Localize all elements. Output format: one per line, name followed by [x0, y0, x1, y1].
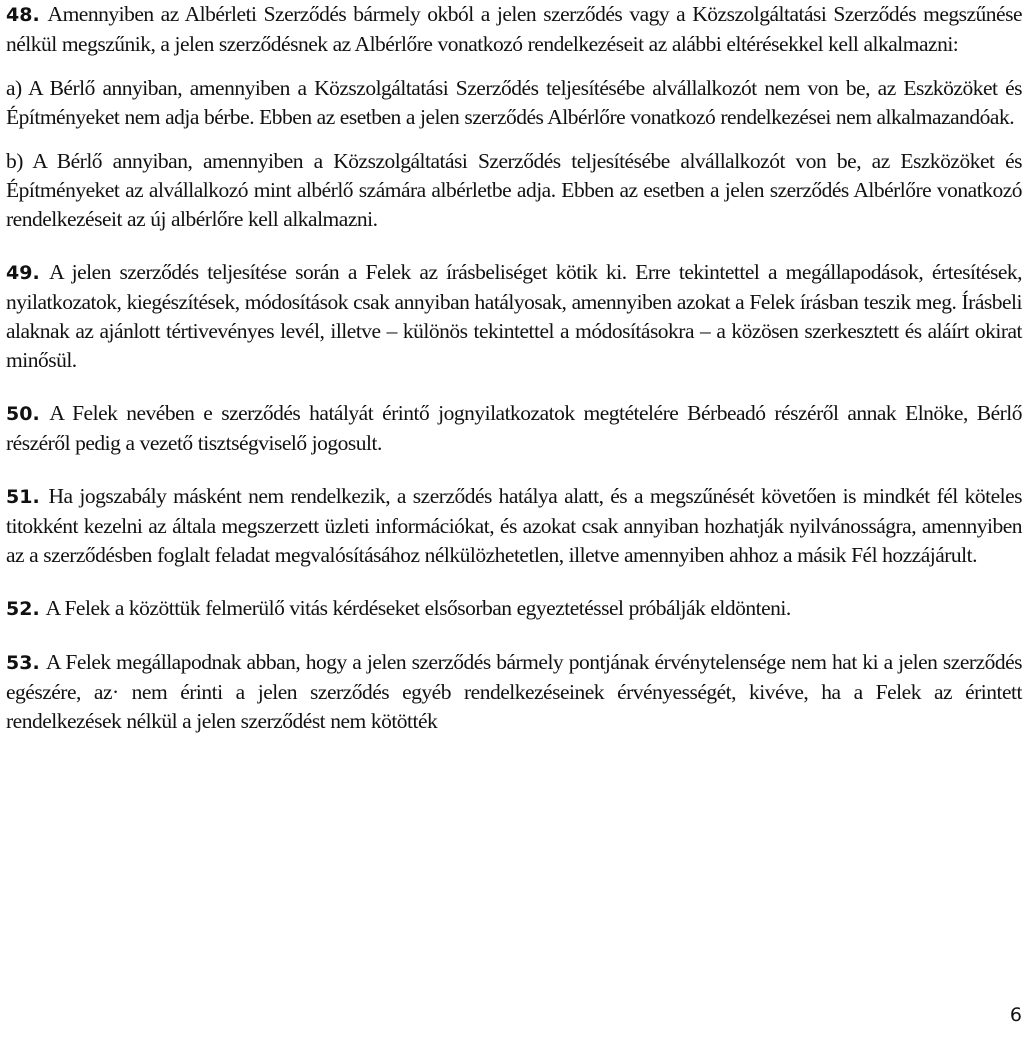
paragraph-text: A Felek nevében e szerződés hatályát érintő jognyilatkozatok megtételére Bérbeadó részéről annak Elnöke, Bérlő részéről pedig a vezető tisztségviselő jogosult.	[6, 401, 1022, 455]
paragraph-text: Amennyiben az Albérleti Szerződés bármely okból a jelen szerződés vagy a Közszolgáltatási Szerződés megszűnése nélkül megszűnik, a jelen szerződésnek az Albérlőre vonatkozó rendelkezéseit az alábbi eltérésekkel kell alkalmazni:	[6, 2, 1022, 56]
paragraph-48-a	[6, 74, 1022, 132]
paragraph-48-b	[6, 147, 1022, 234]
paragraph-text: A Felek megállapodnak abban, hogy a jelen szerződés bármely pontjának érvénytelensége nem hat ki a jelen szerződés egészére, az· nem érinti a jelen szerződés egyéb rendelkezéseinek érvényességét, kivéve, ha a Felek az érintett rendelkezések nélkül a jelen szerződést nem kötötték	[6, 650, 1022, 733]
page-number: 6	[1009, 1004, 1022, 1026]
paragraph-49	[6, 258, 1022, 375]
paragraph-48	[6, 0, 1022, 59]
paragraph-number: 50.	[6, 403, 40, 425]
paragraph-number: 48.	[6, 4, 40, 26]
paragraph-number: 49.	[6, 262, 40, 284]
paragraph-text: b) A Bérlő annyiban, amennyiben a Közszolgáltatási Szerződés teljesítésébe alvállalkozót von be, az Eszközöket és Építményeket az alvállalkozó mint albérlő számára albérletbe adja. Ebben az esetben a jelen szerződés Albérlőre vonatkozó rendelkezéseit az új albérlőre kell alkalmazni.	[6, 149, 1022, 231]
paragraph-52	[6, 594, 1022, 624]
paragraph-text: Ha jogszabály másként nem rendelkezik, a szerződés hatálya alatt, és a megszűnését követően is mindkét fél köteles titokként kezelni az általa megszerzett üzleti információkat, és azokat csak annyiban hozhatják nyilvánosságra, amennyiben az a szerződésben foglalt feladat megvalósításához nélkülözhetetlen, illetve amennyiben ahhoz a másik Fél hozzájárult.	[6, 484, 1022, 567]
paragraph-text: a) A Bérlő annyiban, amennyiben a Közszolgáltatási Szerződés teljesítésébe alvállalkozót nem von be, az Eszközöket és Építményeket nem adja bérbe. Ebben az esetben a jelen szerződés Albérlőre vonatkozó rendelkezései nem alkalmazandóak.	[6, 76, 1022, 129]
paragraph-number: 53.	[6, 652, 40, 674]
paragraph-53	[6, 648, 1022, 736]
paragraph-text: A Felek a közöttük felmerülő vitás kérdéseket elsősorban egyeztetéssel próbálják eldönteni.	[45, 596, 791, 620]
paragraph-text: A jelen szerződés teljesítése során a Felek az írásbeliséget kötik ki. Erre tekintettel a megállapodások, értesítések, nyilatkozatok, kiegészítések, módosítások csak annyiban hatályosak, amennyiben azokat a Felek írásban teszik meg. Írásbeli alaknak az ajánlott tértivevényes levél, illetve – különös tekintettel a módosításokra – a közösen szerkesztett és aláírt okirat minősül.	[6, 260, 1023, 372]
document-page	[6, 0, 1022, 736]
paragraph-51	[6, 482, 1022, 570]
paragraph-number: 52.	[6, 598, 40, 620]
paragraph-50	[6, 399, 1022, 458]
paragraph-number: 51.	[6, 486, 40, 508]
